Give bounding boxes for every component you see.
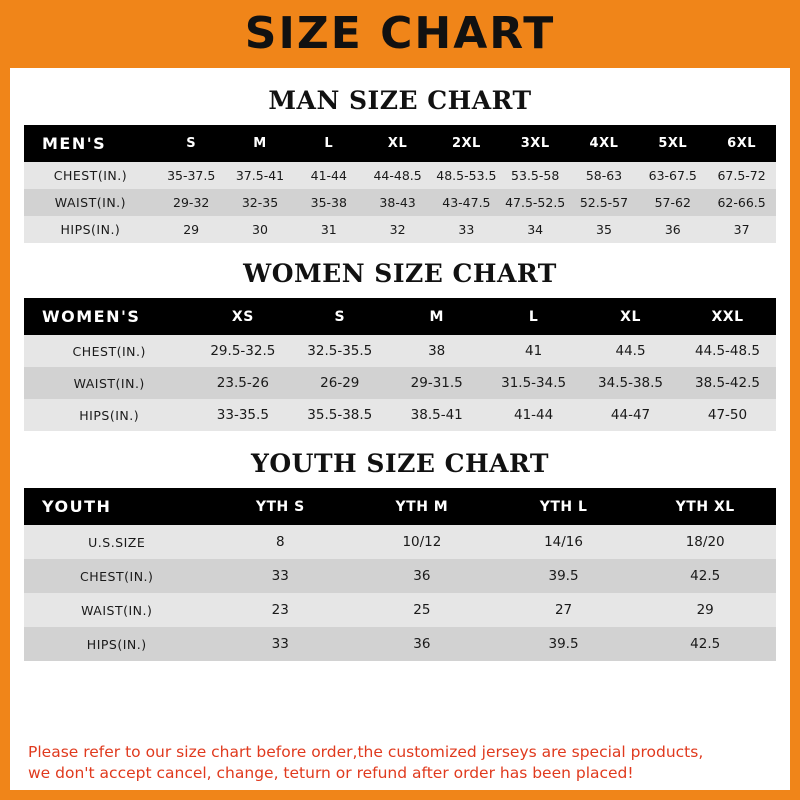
- man-table-head: [24, 125, 776, 162]
- column-header: XXL: [679, 298, 776, 335]
- table-header-row: [24, 298, 776, 335]
- table-cell: 10/12: [351, 525, 493, 559]
- table-cell: 33-35.5: [194, 399, 291, 431]
- table-cell: 33: [209, 627, 351, 661]
- man-table-body: [24, 162, 776, 243]
- table-row: [24, 559, 776, 593]
- table-cell: 35-37.5: [157, 162, 226, 189]
- table-cell: 29-31.5: [388, 367, 485, 399]
- table-cell: 39.5: [493, 559, 635, 593]
- women-header-label: WOMEN'S: [24, 298, 194, 335]
- women-section-title: WOMEN SIZE CHART: [243, 259, 557, 288]
- table-cell: 52.5-57: [570, 189, 639, 216]
- column-header: 2XL: [432, 125, 501, 162]
- table-cell: 32: [363, 216, 432, 243]
- table-cell: 36: [638, 216, 707, 243]
- table-cell: 33: [209, 559, 351, 593]
- table-cell: 48.5-53.5: [432, 162, 501, 189]
- column-header: XS: [194, 298, 291, 335]
- column-header: YTH XL: [634, 488, 776, 525]
- table-cell: 23: [209, 593, 351, 627]
- table-cell: 37: [707, 216, 776, 243]
- table-cell: 26-29: [291, 367, 388, 399]
- column-header: S: [157, 125, 226, 162]
- women-size-table: [24, 298, 776, 431]
- table-cell: 34: [501, 216, 570, 243]
- table-cell: 62-66.5: [707, 189, 776, 216]
- women-table-body: [24, 335, 776, 431]
- table-cell: 35.5-38.5: [291, 399, 388, 431]
- table-cell: 47.5-52.5: [501, 189, 570, 216]
- table-cell: 44-48.5: [363, 162, 432, 189]
- table-cell: 57-62: [638, 189, 707, 216]
- column-header: L: [294, 125, 363, 162]
- table-cell: 29: [157, 216, 226, 243]
- table-row: [24, 367, 776, 399]
- column-header: YTH S: [209, 488, 351, 525]
- header-band: [0, 0, 800, 68]
- table-cell: 39.5: [493, 627, 635, 661]
- table-row: [24, 335, 776, 367]
- youth-header-label: YOUTH: [24, 488, 209, 525]
- table-header-row: [24, 488, 776, 525]
- table-cell: 30: [226, 216, 295, 243]
- table-cell: 67.5-72: [707, 162, 776, 189]
- table-row: [24, 399, 776, 431]
- table-cell: 23.5-26: [194, 367, 291, 399]
- table-cell: 38.5-42.5: [679, 367, 776, 399]
- table-cell: 41: [485, 335, 582, 367]
- row-label: U.S.SIZE: [24, 525, 209, 559]
- table-row: [24, 216, 776, 243]
- man-header-label: MEN'S: [24, 125, 157, 162]
- table-cell: 38: [388, 335, 485, 367]
- row-label: WAIST(IN.): [24, 367, 194, 399]
- row-label: HIPS(IN.): [24, 399, 194, 431]
- column-header: YTH L: [493, 488, 635, 525]
- footer-note: [24, 732, 776, 790]
- table-cell: 31.5-34.5: [485, 367, 582, 399]
- man-section-title: MAN SIZE CHART: [268, 86, 532, 115]
- chart-content: [10, 68, 790, 790]
- table-cell: 44.5: [582, 335, 679, 367]
- table-row: [24, 162, 776, 189]
- footer-line-1: Please refer to our size chart before order,the customized jerseys are special products,: [28, 743, 704, 762]
- women-table-head: [24, 298, 776, 335]
- table-cell: 18/20: [634, 525, 776, 559]
- table-cell: 42.5: [634, 559, 776, 593]
- page-title: SIZE CHART: [244, 8, 556, 59]
- row-label: CHEST(IN.): [24, 162, 157, 189]
- table-cell: 58-63: [570, 162, 639, 189]
- row-label: CHEST(IN.): [24, 335, 194, 367]
- table-cell: 63-67.5: [638, 162, 707, 189]
- column-header: 3XL: [501, 125, 570, 162]
- youth-table-body: [24, 525, 776, 661]
- table-cell: 29-32: [157, 189, 226, 216]
- man-size-table: [24, 125, 776, 243]
- row-label: CHEST(IN.): [24, 559, 209, 593]
- table-cell: 38.5-41: [388, 399, 485, 431]
- table-cell: 43-47.5: [432, 189, 501, 216]
- table-cell: 42.5: [634, 627, 776, 661]
- column-header: 5XL: [638, 125, 707, 162]
- table-cell: 27: [493, 593, 635, 627]
- column-header: XL: [363, 125, 432, 162]
- table-cell: 37.5-41: [226, 162, 295, 189]
- youth-size-table: [24, 488, 776, 661]
- table-row: [24, 525, 776, 559]
- column-header: S: [291, 298, 388, 335]
- table-cell: 31: [294, 216, 363, 243]
- table-cell: 47-50: [679, 399, 776, 431]
- table-cell: 44-47: [582, 399, 679, 431]
- table-cell: 36: [351, 627, 493, 661]
- table-cell: 44.5-48.5: [679, 335, 776, 367]
- table-cell: 8: [209, 525, 351, 559]
- table-row: [24, 189, 776, 216]
- column-header: M: [388, 298, 485, 335]
- row-label: WAIST(IN.): [24, 189, 157, 216]
- table-cell: 32-35: [226, 189, 295, 216]
- youth-section-title: YOUTH SIZE CHART: [251, 449, 549, 478]
- youth-table-head: [24, 488, 776, 525]
- row-label: HIPS(IN.): [24, 216, 157, 243]
- table-cell: 35: [570, 216, 639, 243]
- column-header: L: [485, 298, 582, 335]
- table-cell: 35-38: [294, 189, 363, 216]
- column-header: XL: [582, 298, 679, 335]
- column-header: 4XL: [570, 125, 639, 162]
- table-cell: 14/16: [493, 525, 635, 559]
- row-label: HIPS(IN.): [24, 627, 209, 661]
- table-cell: 34.5-38.5: [582, 367, 679, 399]
- column-header: YTH M: [351, 488, 493, 525]
- table-cell: 29: [634, 593, 776, 627]
- row-label: WAIST(IN.): [24, 593, 209, 627]
- table-cell: 41-44: [485, 399, 582, 431]
- column-header: M: [226, 125, 295, 162]
- table-header-row: [24, 125, 776, 162]
- table-cell: 25: [351, 593, 493, 627]
- table-row: [24, 627, 776, 661]
- table-row: [24, 593, 776, 627]
- table-cell: 38-43: [363, 189, 432, 216]
- table-cell: 41-44: [294, 162, 363, 189]
- table-cell: 29.5-32.5: [194, 335, 291, 367]
- table-cell: 32.5-35.5: [291, 335, 388, 367]
- table-cell: 36: [351, 559, 493, 593]
- table-cell: 33: [432, 216, 501, 243]
- table-cell: 53.5-58: [501, 162, 570, 189]
- column-header: 6XL: [707, 125, 776, 162]
- footer-line-2: we don't accept cancel, change, teturn or refund after order has been placed!: [28, 764, 634, 783]
